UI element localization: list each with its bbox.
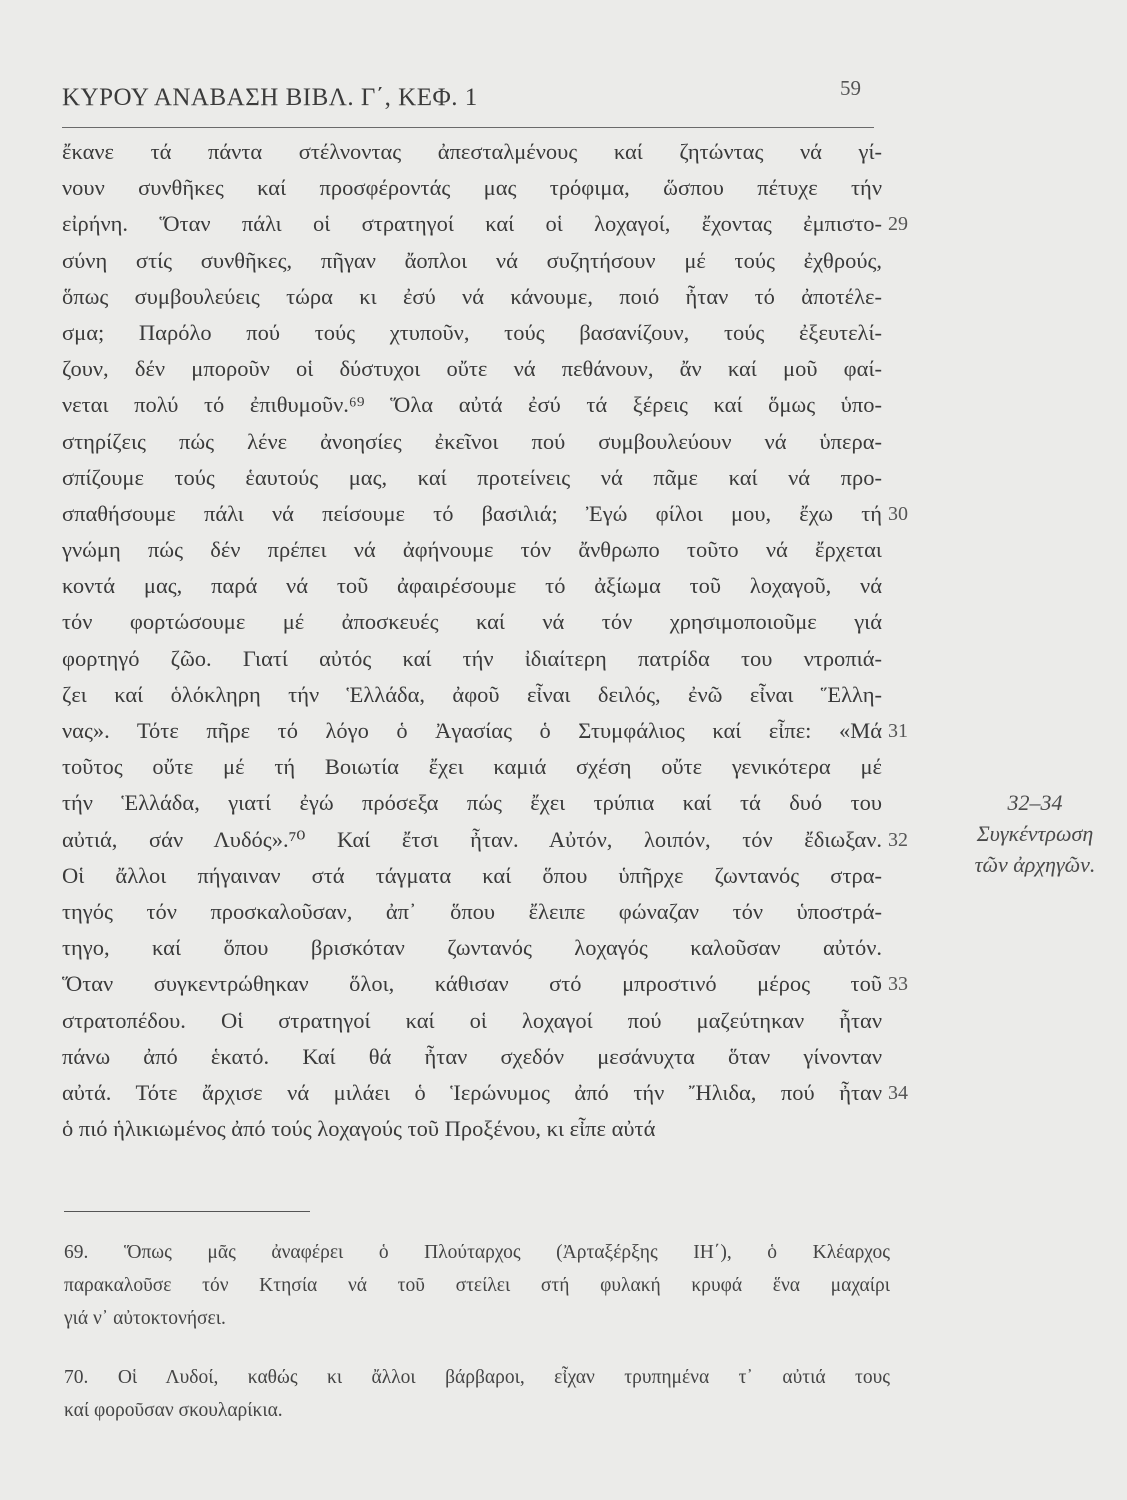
text-line <box>62 243 882 279</box>
footnote-rule <box>64 1211 310 1212</box>
margin-note-title: Συγκέντρωση <box>976 821 1094 846</box>
text-line-content: Οἱ ἄλλοι πήγαιναν στά τάγματα καί ὅπου ὑπῆρχε ζωντανός στρα- <box>62 862 882 888</box>
text-line-content: πάνω ἀπό ἑκατό. Καί θά ἦταν σχεδόν μεσάνυχτα ὅταν γίνονταν <box>62 1043 882 1069</box>
text-line-content: ὁ πιό ἡλικιωμένος ἀπό τούς λοχαγούς τοῦ Προξένου, κι εἶπε αὐτά <box>62 1116 656 1142</box>
text-line <box>62 1075 908 1111</box>
footnote-gap <box>64 1335 894 1361</box>
text-line-content: κοντά μας, παρά νά τοῦ ἀφαιρέσουμε τό ἀξίωμα τοῦ λοχαγοῦ, νά <box>62 573 882 599</box>
text-line-content: τηγο, καί ὅπου βρισκόταν ζωντανός λοχαγός καλοῦσαν αὐτόν. <box>62 935 882 961</box>
text-line-content: ζουν, δέν μποροῦν οἱ δύστυχοι οὔτε νά πεθάνουν, ἄν καί μοῦ φαί- <box>62 356 882 382</box>
text-line-content: αὐτά. Τότε ἄρχισε νά μιλάει ὁ Ἱερώνυμος ἀπό τήν Ἤλιδα, πού ἦταν <box>62 1079 882 1105</box>
text-line-content: αὐτιά, σάν Λυδός».⁷⁰ Καί ἔτσι ἦταν. Αὐτόν, λοιπόν, τόν ἔδιωξαν. <box>62 826 882 852</box>
section-number: 31 <box>888 720 908 742</box>
section-number: 32 <box>888 828 908 851</box>
text-line <box>62 785 882 821</box>
text-line <box>62 496 908 532</box>
text-line <box>62 749 882 785</box>
text-line-content: ἔκανε τά πάντα στέλνοντας ἀπεσταλμένους καί ζητώντας νά γί- <box>62 139 882 164</box>
text-line <box>62 387 882 423</box>
text-line <box>62 134 882 170</box>
footnote-line: 69. Ὅπως μᾶς ἀναφέρει ὁ Πλούταρχος (Ἀρταξέρξης ΙΗ΄), ὁ Κλέαρχος <box>64 1242 890 1263</box>
footnote-line: 70. Οἱ Λυδοί, καθώς κι ἄλλοι βάρβαροι, εἶχαν τρυπημένα τ᾿ αὐτιά τους <box>64 1367 890 1388</box>
section-number: 33 <box>888 973 908 996</box>
text-line <box>62 966 908 1002</box>
text-line-content: νεται πολύ τό ἐπιθυμοῦν.⁶⁹ Ὅλα αὐτά ἐσύ τά ξέρεις καί ὅμως ὑπο- <box>62 392 882 418</box>
text-line <box>62 894 882 930</box>
page-number: 59 <box>840 76 861 100</box>
text-line-content: στηρίζεις πώς λένε ἀνοησίες ἐκεῖνοι πού συμβουλεύουν νά ὑπερα- <box>62 428 882 454</box>
footnote-line: παρακαλοῦσε τόν Κτησία νά τοῦ στείλει στή φυλακή κρυφά ἕνα μαχαίρι <box>64 1275 890 1296</box>
text-line-content: σμα; Παρόλο πού τούς χτυποῦν, τούς βασανίζουν, τούς ἐξευτελί- <box>62 319 882 345</box>
text-line <box>62 858 882 894</box>
text-line <box>62 568 882 604</box>
text-line-content: νουν συνθῆκες καί προσφέροντάς μας τρόφιμα, ὥσπου πέτυχε τήν <box>62 175 882 201</box>
text-line-content: σπίζουμε τούς ἑαυτούς μας, καί προτείνεις νά πᾶμε καί νά προ- <box>62 464 882 490</box>
header-rule <box>62 127 874 128</box>
text-line <box>62 604 882 640</box>
text-line-content: φορτηγό ζῶο. Γιατί αὐτός καί τήν ἰδιαίτερη πατρίδα του ντροπιά- <box>62 645 882 671</box>
text-line <box>62 170 882 206</box>
text-line <box>62 713 908 749</box>
text-line <box>62 1003 882 1039</box>
section-number: 29 <box>888 213 908 236</box>
text-line-content: σύνη στίς συνθῆκες, πῆγαν ἄοπλοι νά συζητήσουν μέ τούς ἐχθρούς, <box>62 247 882 273</box>
text-line <box>62 460 882 496</box>
text-line-content: τήν Ἑλλάδα, γιατί ἐγώ πρόσεξα πώς ἔχει τρύπια καί τά δυό του <box>62 790 882 816</box>
text-line <box>62 822 908 858</box>
text-line-content: σπαθήσουμε πάλι νά πείσουμε τό βασιλιά; Ἐγώ φίλοι μου, ἔχω τή <box>62 500 882 526</box>
text-line-content: νας». Τότε πῆρε τό λόγο ὁ Ἀγασίας ὁ Στυμφάλιος καί εἶπε: «Μά <box>62 718 882 743</box>
text-line-content: τόν φορτώσουμε μέ ἀποσκευές καί νά τόν χρησιμοποιοῦμε γιά <box>62 609 882 635</box>
text-line <box>62 279 882 315</box>
text-line-content: Ὅταν συγκεντρώθηκαν ὅλοι, κάθισαν στό μπροστινό μέρος τοῦ <box>62 971 882 997</box>
footnotes <box>64 1236 894 1427</box>
text-line-content: τοῦτος οὔτε μέ τή Βοιωτία ἔχει καμιά σχέση οὔτε γενικότερα μέ <box>62 754 882 780</box>
body-text <box>62 134 908 1147</box>
text-line <box>62 641 882 677</box>
text-line <box>62 930 882 966</box>
text-line <box>62 1111 882 1147</box>
footnote-69 <box>64 1236 894 1335</box>
footnote-70 <box>64 1361 894 1427</box>
text-line <box>62 206 908 242</box>
running-title: ΚΥΡΟΥ ΑΝΑΒΑΣΗ ΒΙΒΛ. Γ΄, ΚΕΦ. 1 <box>62 84 478 111</box>
text-line <box>62 1039 882 1075</box>
footnote-line: καί φοροῦσαν σκουλαρίκια. <box>64 1400 283 1421</box>
footnote-line: γιά ν᾿ αὐτοκτονήσει. <box>64 1308 226 1329</box>
margin-note-title-cont: τῶν ἀρχηγῶν. <box>974 852 1096 877</box>
text-line-content: ὅπως συμβουλεύεις τώρα κι ἐσύ νά κάνουμε, ποιό ἦταν τό ἀποτέλε- <box>62 283 882 309</box>
text-line <box>62 315 882 351</box>
text-line <box>62 532 882 568</box>
margin-note <box>945 787 1125 880</box>
section-number: 34 <box>888 1081 908 1104</box>
margin-note-range: 32–34 <box>1007 790 1063 815</box>
text-line <box>62 351 882 387</box>
text-line-content: στρατοπέδου. Οἱ στρατηγοί καί οἱ λοχαγοί πού μαζεύτηκαν ἦταν <box>62 1007 882 1033</box>
text-line-content: ζει καί ὁλόκληρη τήν Ἑλλάδα, ἀφοῦ εἶναι δειλός, ἐνῶ εἶναι Ἕλλη- <box>62 681 882 707</box>
text-line <box>62 677 882 713</box>
text-line-content: τηγός τόν προσκαλοῦσαν, ἀπ᾿ ὅπου ἔλειπε φώναζαν τόν ὑποστρά- <box>62 898 882 924</box>
text-line-content: γνώμη πώς δέν πρέπει νά ἀφήνουμε τόν ἄνθρωπο τοῦτο νά ἔρχεται <box>62 537 882 563</box>
text-line <box>62 424 882 460</box>
text-line-content: εἰρήνη. Ὅταν πάλι οἱ στρατηγοί καί οἱ λοχαγοί, ἔχοντας ἐμπιστο- <box>62 211 882 237</box>
section-number: 30 <box>888 502 908 525</box>
